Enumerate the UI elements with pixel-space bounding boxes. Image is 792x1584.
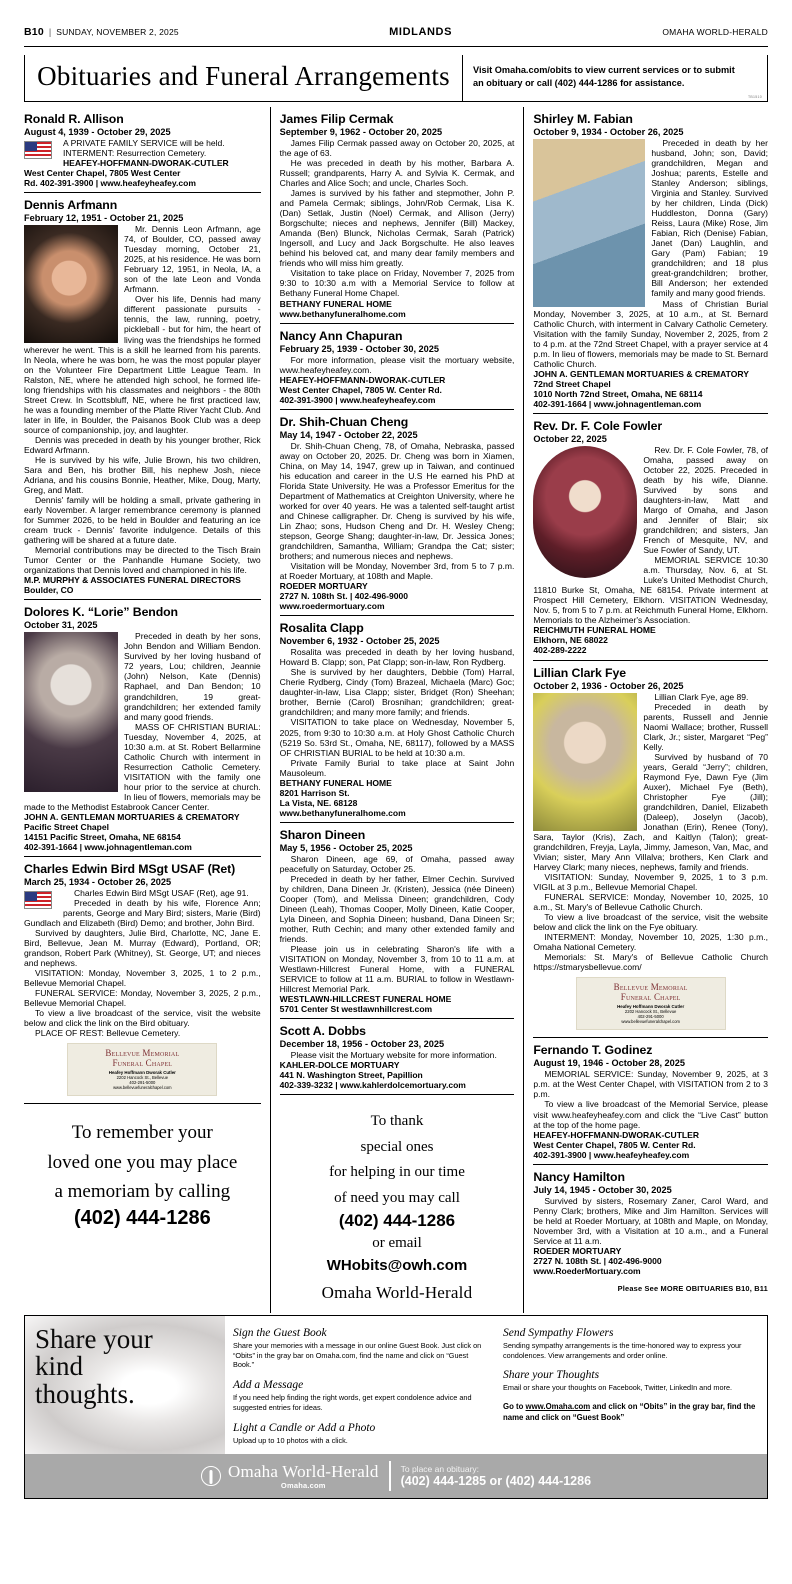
funeral-home-line: HEAFEY-HOFFMANN-DWORAK-CUTLER — [533, 1129, 700, 1140]
ad-item-body: Email or share your thoughts on Facebook, Twitter, LinkedIn and more. — [503, 1383, 733, 1393]
funeral-home-line: 402-391-3900 | www.heafeyheafey.com — [533, 1149, 690, 1160]
ad-item-title: Send Sympathy Flowers — [503, 1326, 614, 1339]
funeral-home-line: 8201 Harrison St. — [279, 787, 350, 798]
obituary-arfmann — [24, 192, 261, 599]
page-number: B10 — [24, 26, 44, 38]
obituary-dates: October 31, 2025 — [24, 620, 98, 631]
obituary-hamilton — [533, 1164, 768, 1280]
ad-column-right — [503, 1327, 757, 1446]
obituary-paragraph: Survived by sisters, Rosemary Zaner, Carol Ward, and Penny Clark; brothers, Mike and Jim Hamilton. Services will be held at Roeder Mortuary, at 108th and Maple, on Monday, November 3rd, with a Visitation at 10 a.m., and a Funeral Service at 11 a.m. — [533, 1195, 768, 1246]
logo-line-4: 2202 Hancock St., Bellevue — [116, 1075, 169, 1081]
obituary-name: James Filip Cermak — [279, 112, 394, 126]
memoriam-promo — [24, 1103, 261, 1239]
obituary-paragraph: A PRIVATE FAMILY SERVICE will be held. — [63, 138, 225, 148]
more-obituaries-note: Please See MORE OBITUARIES B10, B11 — [617, 1283, 768, 1293]
masthead-separator: | — [48, 27, 52, 37]
obituary-paragraph: VISITATION to take place on Wednesday, November 5, 2025, from 9:30 to 10:30 a.m. at Holy Ghost Catholic Church (5219 So. 53rd St., Omaha, NE, 68117), followed by a MASS OF CHRISTIAN BURIAL to be held at 10:30 a.m. — [279, 717, 515, 758]
place-obituary-label: To place an obituary: — [400, 1463, 480, 1474]
obituary-name: Rosalita Clapp — [279, 621, 364, 636]
obituary-paragraph: VISITATION: Sunday, November 9, 2025, 1 to 3 p.m. VIGIL at 3 p.m., Bellevue Memorial Chapel. — [533, 872, 768, 893]
obituary-paragraph: Survived by husband of 70 years, Gerald “Jerry”; children, Raymond Fye, Dawn Fye (Jim Auxer), Michael Fye (Beth), Christopher Fye (Jill); grandchildren, Daniel, Elizabeth (Daleep), Joselyn (Jacob), Jonathan (Erin), Renee (Tony), Sara, Taylor (Kris), Zach, and Kaitlyn (Talon); great-grandchildren, Freyja, Layla, Jimmy, Jameson, Van, Mac, and Vivian; sister, Mary Ann Villalva; brothers, Ken Clark and Harvey Clark; many nieces, nephews, family and friends. — [533, 751, 768, 873]
funeral-home-line: 402-391-3900 | www.heafeyheafey.com — [279, 394, 436, 405]
obituary-paragraph: Over his life, Dennis had many different passionate pursuits - tennis, the law, running, poetry, pickleball - but for him, the heart of living was the friendships he formed wherever he went. This is a skill he learned from his parents. In Neola, where he was born, he was the most popular player on the Volunteer Fire Department Little League Team. In Ralston, NE, where he attended high school, he formed life-long friendships with his classmates and neighbors - the 80th Street Crew. In Scottsbluff, NE, where he first practiced law, he was a founding member of the Platte River Yacht Club. And later in life, in Boulder, the Paisanos Book Club was a deep source of companionship, joy, and laughter. — [24, 294, 261, 435]
obituary-portrait — [533, 693, 637, 831]
logo-line-5: 402-291-5000 — [637, 1014, 664, 1020]
obituary-dates: May 14, 1947 - October 22, 2025 — [279, 429, 418, 440]
ad-item-body: Sending sympathy arrangements is the time-honored way to express your condolences. View arrangements and order online. — [503, 1340, 742, 1360]
funeral-home-line: www.bethanyfuneralhome.com — [279, 807, 406, 818]
funeral-home-line: 402-339-3232 | www.kahlerdolcemortuary.com — [279, 1080, 466, 1091]
ad-cta-pre: Go to — [503, 1402, 526, 1412]
obituary-paragraph: MASS OF CHRISTIAN BURIAL: Tuesday, November 4, 2025, at 10:30 a.m. at St. Robert Bellarmine Catholic Church with interment in Resurrection Catholic Cemetery. VISITATION with the family one hour prior to the service at church. In lieu of flowers, memorials may be made to the Methodist Estabrook Cancer Center. — [24, 721, 261, 812]
column-2 — [270, 107, 515, 1313]
ad-item-body: Upload up to 10 photos with a click. — [233, 1435, 348, 1445]
funeral-home-line: Rd. 402-391-3900 | www.heafeyheafey.com — [24, 178, 196, 189]
obituary-cermak — [280, 107, 515, 323]
funeral-home-line: JOHN A. GENTLEMAN MORTUARIES & CREMATORY — [533, 368, 749, 379]
obituary-dates: May 5, 1956 - October 25, 2025 — [279, 842, 413, 853]
funeral-home-line: Pacific Street Chapel — [24, 821, 110, 832]
funeral-home-line: 402-391-1664 | www.johnagentleman.com — [24, 841, 192, 852]
obituary-portrait — [24, 225, 118, 343]
logo-line-2: Funeral Chapel — [112, 1058, 173, 1069]
obituary-paragraph: Dr. Shih-Chuan Cheng, 78, of Omaha, Nebraska, passed away on October 20, 2025. Dr. Cheng was born in Xiamen, China, on May 14, 1947, grew up in Taiwan, and continued his education and career in the U.S He earned his PhD at Florida State University. He was a Professor Emeritus for the Department of Mathematics at Creighton University, where he worked for over 40 years. He was a talented self-taught artist and Chinese calligrapher. Dr. Cheng is survived by his wife, Lin Zhao; sons, Hudson Cheng and Dr. H. Wesley Cheng; stepson, George Shang; daughter-in-law, Dr. Jessica Jones; grandchildren, Samantha, William; Grandpa the Cat; sister; brothers; and numerous nieces and nephews. — [279, 440, 515, 562]
ad-headline-image — [25, 1316, 225, 1454]
ad-column-left — [233, 1327, 487, 1446]
obituary-dates: December 18, 1956 - October 23, 2025 — [279, 1039, 445, 1050]
notice-line-1: Visit Omaha.com/obits to view current services or to submit — [473, 65, 735, 75]
logo-line-1: Bellevue Memorial — [105, 1048, 180, 1059]
obituary-dates: October 2, 1936 - October 26, 2025 — [533, 680, 684, 691]
obituary-paragraph: She is survived by her daughters, Debbie (Tom) Harral, Cherie Rydberg, Cindy (Tom) Brazeal, Michaela (Marc) Goc; daughter-in-law, Lisa Clapp; sister, Bridget (Ron) Sheehan; brother, Bernie (Carol) Brosnihan; grandchildren; great-grandchildren; and many more family; and friends. — [279, 667, 515, 718]
obituary-name: Dennis Arfmann — [24, 198, 118, 213]
funeral-home-line: REICHMUTH FUNERAL HOME — [533, 625, 656, 636]
obituary-dobbs — [280, 1018, 515, 1094]
funeral-home-line: www.bethanyfuneralhome.com — [279, 308, 406, 319]
title-container — [25, 55, 462, 101]
masthead — [24, 0, 768, 44]
logo-line-3: Heafey Hoffmann Dworak Cutler — [108, 1070, 176, 1076]
obituary-dates: November 6, 1932 - October 25, 2025 — [279, 636, 440, 647]
obituary-paragraph: He was preceded in death by his mother, Barbara A. Russell; grandparents, Harry A. and Sylvia K. Cermak, and Charles and Alice Soch; and uncle, Charles Soch. — [279, 158, 515, 189]
obituary-paragraph: To view a live broadcast of the Memorial Service, please visit www.heafeyheafey.com and click the “Live Cast” button at the top of the home page. — [533, 1099, 768, 1130]
obituary-name: Ronald R. Allison — [24, 112, 124, 126]
ad-footer-bar — [25, 1454, 767, 1498]
funeral-home-line: ROEDER MORTUARY — [533, 1245, 622, 1256]
obituary-dates: February 25, 1939 - October 30, 2025 — [279, 343, 439, 354]
owh-footer-brand-sub: Omaha.com — [280, 1480, 326, 1490]
columns-container — [24, 107, 768, 1313]
obituary-paragraph: To view a live broadcast of the service, visit the website below and click the link on the Fye obituary. — [533, 912, 768, 933]
promo-line-1: To thank — [370, 1113, 424, 1130]
ad-headline-line-2: kind — [35, 1351, 84, 1382]
obituary-name: Sharon Dineen — [279, 827, 366, 842]
ad-item-title: Share your Thoughts — [503, 1369, 600, 1382]
funeral-home-line: 14151 Pacific Street, Omaha, NE 68154 — [24, 831, 181, 842]
obituary-clapp — [280, 615, 515, 822]
obituary-name: Dolores K. “Lorie” Bendon — [24, 605, 178, 620]
notice-line-2: an obituary or call (402) 444-1286 for assistance. — [473, 78, 685, 89]
obituary-name: Dr. Shih-Chuan Cheng — [279, 414, 409, 429]
obituary-name: Charles Edwin Bird MSgt USAF (Ret) — [24, 862, 236, 876]
paper-name: OMAHA WORLD-HERALD — [662, 27, 768, 37]
ad-item-title: Sign the Guest Book — [233, 1326, 327, 1339]
funeral-home-line: www.RoederMortuary.com — [533, 1265, 641, 1276]
funeral-home-line: ROEDER MORTUARY — [279, 581, 368, 592]
share-kind-thoughts-ad — [24, 1315, 768, 1499]
funeral-home-line: 402-289-2222 — [533, 645, 587, 656]
obituary-godinez — [533, 1037, 768, 1163]
print-code: TB1510 — [747, 95, 762, 99]
masthead-rule — [24, 46, 768, 47]
promo-line-1: To remember your — [71, 1122, 213, 1144]
obituary-paragraph: Private Family Burial to take place at Saint John Mausoleum. — [279, 757, 515, 778]
obituary-paragraph: Memorial contributions may be directed to the Tisch Brain Tumor Center or the Panhandle Humane Society, two organizations that Dennis loved and championed in his life. — [24, 545, 261, 576]
place-obituary-phones[interactable]: (402) 444-1285 or (402) 444-1286 — [400, 1473, 592, 1488]
obituary-cheng — [280, 409, 515, 616]
obituary-fye — [533, 660, 768, 1038]
logo-line-1: Bellevue Memorial — [613, 982, 688, 993]
obituary-paragraph: He is survived by his wife, Julie Brown, his two children, Sara and Ben, his brother Bill, his nephew Josh, niece Adriana, and his cousins Bonnie, Heather, Mike, Doug, Marty, Greg, and Matt. — [24, 454, 261, 495]
obituary-paragraph: Preceded in death by her sons, John Bendon and William Bendon. Survived by her loving husband of 72 years, Lou; children, Jeannie (John) Nelson, Kate (Dennis) Raphael, and Dan Bendon; 10 grandchildren, 19 great-grandchildren; her extended family and many good friends. — [124, 631, 261, 722]
owh-footer-brand: Omaha World-Herald — [227, 1461, 379, 1481]
ad-text-columns — [225, 1316, 767, 1454]
bellevue-memorial-logo — [576, 977, 726, 1030]
obituary-paragraph: Lillian Clark Fye, age 89. — [654, 691, 749, 702]
promo-line-2: special ones — [360, 1138, 434, 1155]
funeral-home-line: Elkhorn, NE 68022 — [533, 635, 608, 646]
ad-item-body: If you need help finding the right words, get expert condolence advice and suggested entries for ideas. — [233, 1393, 472, 1412]
ad-headline-line-3: thoughts. — [35, 1378, 135, 1409]
owh-seal-icon — [201, 1466, 221, 1486]
obituary-paragraph: Preceded in death by her father, Elmer Cechin. Survived by children, Dana Dineen Jr. (Kristen), Jessica (née Dineen) Cooper (Tom), and Melissa Dineen; grandchildren, Cody Dineen (Leah), Thomas Cooper, Molly Dineen, Katie Cooper, Lyla Dineen, and Sophia Dineen; husband, Dana Dineen Sr; mother, Ruth Cechin; and many other extended family and friends. — [279, 873, 515, 945]
obituary-portrait — [24, 632, 118, 792]
obituary-portrait — [533, 139, 645, 307]
obituary-dates: October 9, 1934 - October 26, 2025 — [533, 127, 684, 137]
ad-item-body: Share your memories with a message in our online Guest Book. Just click on “Obits” in the gray bar on Omaha.com, find the name and click on “Guest Book.” — [233, 1340, 482, 1370]
obituary-dates: July 14, 1945 - October 30, 2025 — [533, 1184, 672, 1195]
funeral-home-line: JOHN A. GENTLEMAN MORTUARIES & CREMATORY — [24, 811, 240, 822]
obituary-paragraph: MEMORIAL SERVICE: Sunday, November 9, 2025, at 3 p.m. at the West Center Chapel, with VISITATION from 2 to 3 p.m. — [533, 1069, 768, 1100]
obituary-name: Nancy Hamilton — [533, 1169, 625, 1184]
funeral-home-line: 441 N. Washington Street, Papillion — [279, 1070, 423, 1081]
obituary-paragraph: Dennis was preceded in death by his younger brother, Rick Edward Arfmann. — [24, 434, 261, 455]
obituary-name: Shirley M. Fabian — [533, 112, 633, 126]
obituary-dates: October 22, 2025 — [533, 433, 607, 444]
logo-line-6: www.bellevuefuneralchapel.com — [113, 1085, 172, 1091]
obituary-allison — [24, 107, 261, 192]
omaha-com-link[interactable]: www.Omaha.com — [525, 1402, 591, 1412]
obituary-dates: August 19, 1946 - October 28, 2025 — [533, 1058, 685, 1069]
column-3 — [523, 107, 768, 1313]
owh-wordmark: Omaha World-Herald — [321, 1282, 473, 1302]
ad-top — [25, 1316, 767, 1454]
promo-phone[interactable]: (402) 444-1286 — [338, 1211, 456, 1231]
logo-line-4: 2202 Hancock St., Bellevue — [624, 1009, 677, 1015]
obituary-paragraph: MEMORIAL SERVICE 10:30 a.m. Thursday, Nov. 6, at St. Luke's United Methodist Church, 11810 Burke St, Omaha, NE 68154. Private interment at Prospect Hill Cemetery, Elkhorn. VISITATION Wednesday, Nov. 5, from 5 to 7 p.m. at Reichmuth Funeral Home, Elkhorn. Memorials to the Alzheimer's Association. — [533, 555, 768, 626]
obituary-paragraph: Survived by daughters, Julie Bird, Charlotte, NC, Jane E. Bird, Bellevue, Jean M. Murray (Edward), Portland, OR; grandson, Robert Park (Whitney), St. George, UT; and nieces and nephews. — [24, 928, 261, 969]
promo-line-3: for helping in our time — [329, 1164, 465, 1181]
page-title: Obituaries and Funeral Arrangements — [37, 61, 450, 91]
obituary-dineen — [280, 822, 515, 1019]
logo-line-6: www.bellevuefuneralchapel.com — [621, 1019, 680, 1025]
section-name: MIDLANDS — [389, 26, 453, 38]
obituary-paragraph: James is survived by his father and stepmother, John P. and Pamela Cermak; siblings, John/Rob Cermak, Lisa K. (Dan) Setlak, Justin (Noel) Cermak, and Allison (Jerry) Borgschulte; nieces and nephews, Jennifer (Bill) Mackey, Amanda (Ben) Blunck, Nicholas Cermak, Sarah (Patrick) Ingersoll, and Lucy and Jack Borgschulte. He also leaves behind his beloved cat, and many dear family members and friends who will miss him greatly. — [279, 188, 515, 269]
submit-notice — [462, 55, 767, 101]
place-obituary-info — [401, 1464, 591, 1488]
funeral-home-line: M.P. MURPHY & ASSOCIATES FUNERAL DIRECTORS — [24, 575, 241, 586]
obituary-paragraph: Mr. Dennis Leon Arfmann, age 74, of Boulder, CO, passed away Tuesday morning, October 21, 2025, at his residence. He was born February 12, 1951, in Neola, IA, a son of the late Leon and Vonda Arfmann. — [124, 224, 261, 295]
funeral-home-line: HEAFEY-HOFFMANN-DWORAK-CUTLER — [63, 158, 229, 169]
obituary-paragraph: Visitation will be Monday, November 3rd, from 5 to 7 p.m. at Roeder Mortuary, at 108th and Maple. — [279, 561, 515, 582]
obituary-paragraph: Please visit the Mortuary website for more information. — [290, 1050, 497, 1061]
funeral-home-line: West Center Chapel, 7805 W. Center Rd. — [533, 1139, 696, 1150]
obituary-paragraph: Preceded in death by parents, Russell and Jennie Naomi Wallace; brother, Russell Clark, Jr.; sister, Margaret “Peg” Kelly. — [643, 701, 768, 752]
promo-line-5: or email — [372, 1235, 422, 1252]
logo-line-3: Heafey Hoffmann Dworak Cutler — [617, 1004, 685, 1010]
obituary-paragraph: FUNERAL SERVICE: Monday, November 3, 2025, 2 p.m., Bellevue Memorial Chapel. — [24, 988, 261, 1009]
funeral-home-line: 2727 N. 108th St. | 402-496-9000 — [533, 1255, 662, 1266]
us-flag-icon — [24, 889, 57, 909]
us-flag-icon — [24, 139, 57, 159]
obituary-paragraph: Sharon Dineen, age 69, of Omaha, passed away peacefully on Saturday, October 25. — [279, 853, 515, 874]
obituaries-title-bar — [24, 55, 768, 102]
funeral-home-line: 402-391-1664 | www.johnagentleman.com — [533, 398, 702, 409]
ad-footer-divider — [389, 1461, 391, 1491]
funeral-home-line: 72nd Street Chapel — [533, 378, 611, 389]
obituary-paragraph: Charles Edwin Bird MSgt USAF (Ret), age 91. — [74, 888, 249, 898]
obituary-paragraph: Rev. Dr. F. Cole Fowler, 78, of Omaha, passed away on October 22, 2025. Preceded in death by his wife, Dianne. Survived by sons and daughters-in-law, Matt and Margo of Omaha, and Jason and Jennifer of Blair; six grandchildren; and sisters, Jan French of Mesquite, NV, and Sue Fowler of Sandy, UT. — [643, 444, 768, 556]
funeral-home-line: BETHANY FUNERAL HOME — [279, 777, 392, 788]
obituary-paragraph: James Filip Cermak passed away on October 20, 2025, at the age of 63. — [279, 138, 515, 159]
funeral-home-line: West Center Chapel, 7805 W. Center Rd. — [279, 384, 442, 395]
obituary-paragraph: VISITATION: Monday, November 3, 2025, 1 to 2 p.m., Bellevue Memorial Chapel. — [24, 968, 261, 989]
obituary-paragraph: Please join us in celebrating Sharon's life with a VISITATION on Monday, November 3, from 10 to 11 a.m. at Westlawn-Hillcrest Funeral Home, with a FUNERAL SERVICE to follow at 11 a.m. BURIAL to follow in Westlawn-Hillcrest Memorial Park. — [279, 944, 515, 995]
bellevue-memorial-logo — [67, 1043, 217, 1096]
obituary-paragraph: Preceded in death by her husband, John; son, David; grandchildren, Megan and Joshua; parents, Estelle and Stanley Anderson; siblings, Virginia and Stanley. Survived by her children, Linda (Dick) Huddleston, Donna (Gary) Reiss, Laura (Mike) Rose, Jim Fabian, Rich (Denise) Fabian, Janet (Dan) Laughlin, and Gary (Pam) Fabian; 19 grandchildren; and 18 plus great-grandchildren; brother, Bill Anderson; her extended family and many good friends. — [651, 138, 768, 299]
obituary-paragraph: FUNERAL SERVICE: Monday, November 10, 2025, 10 a.m., St. Mary's of Bellevue Catholic Church. — [533, 892, 768, 913]
funeral-home-line: La Vista, NE. 68128 — [279, 797, 358, 808]
ad-cta — [503, 1402, 757, 1423]
funeral-home-line: 1010 North 72nd Street, Omaha, NE 68114 — [533, 388, 703, 399]
obituary-paragraph: To view a live broadcast of the service, visit the website below and click the link on the Bird obituary. — [24, 1008, 261, 1029]
owh-footer-wordmark — [228, 1462, 379, 1490]
obituary-bird — [24, 856, 261, 1103]
funeral-home-line: Boulder, CO — [24, 585, 74, 596]
logo-line-2: Funeral Chapel — [620, 992, 681, 1003]
funeral-home-line: www.roedermortuary.com — [279, 601, 385, 612]
obituary-dates: September 9, 1962 - October 20, 2025 — [279, 127, 443, 137]
funeral-home-line: 2727 N. 108th St. | 402-496-9000 — [279, 591, 408, 602]
ad-item-title: Light a Candle or Add a Photo — [233, 1421, 376, 1434]
obituary-name: Rev. Dr. F. Cole Fowler — [533, 418, 663, 433]
thank-you-promo — [280, 1094, 515, 1313]
obituary-paragraph: INTERMENT: Monday, November 10, 2025, 1:30 p.m., Omaha National Cemetery. — [533, 932, 768, 953]
obituary-chapuran — [280, 323, 515, 409]
obituary-paragraph: Memorials: St. Mary's of Bellevue Catholic Church https://stmarysbellevue.com/ — [533, 952, 768, 973]
column-1 — [24, 107, 261, 1313]
obituary-dates: August 4, 1939 - October 29, 2025 — [24, 127, 171, 137]
funeral-home-line: HEAFEY-HOFFMANN-DWORAK-CUTLER — [279, 374, 446, 385]
obituary-name: Nancy Ann Chapuran — [279, 328, 403, 343]
funeral-home-line: West Center Chapel, 7805 West Center — [24, 168, 181, 179]
obituary-paragraph: PLACE OF REST: Bellevue Cemetery. — [35, 1028, 181, 1039]
obituary-fowler — [533, 413, 768, 660]
promo-email[interactable]: WHobits@owh.com — [326, 1256, 468, 1274]
obituary-fabian — [533, 107, 768, 413]
obituary-paragraph: Rosalita was preceded in death by her loving husband, Howard B. Clapp; son, Pat Clapp; son-in-law, Ron Rydberg. — [279, 647, 515, 668]
funeral-home-line: BETHANY FUNERAL HOME — [279, 298, 392, 309]
masthead-date: SUNDAY, NOVEMBER 2, 2025 — [56, 27, 179, 37]
ad-item-title: Add a Message — [233, 1379, 304, 1392]
obituary-portrait — [533, 446, 637, 578]
promo-line-2: loved one you may place — [47, 1151, 238, 1173]
funeral-home-line: 5701 Center St westlawnhillcrest.com — [279, 1004, 433, 1015]
obituary-paragraph: For more information, please visit the mortuary website, www.heafeyheafey.com. — [279, 354, 515, 375]
obituary-paragraph: Visitation to take place on Friday, November 7, 2025 from 9:30 to 10:30 a.m with a Memorial Service to follow at Bethany Funeral Home Chapel. — [279, 268, 515, 299]
logo-line-5: 402-291-5000 — [129, 1080, 156, 1086]
obituary-paragraph: INTERMENT: Resurrection Cemetery. — [63, 148, 207, 159]
obituary-dates: March 25, 1934 - October 26, 2025 — [24, 877, 172, 887]
obituary-bendon — [24, 599, 261, 856]
obituary-paragraph: Dennis' family will be holding a small, private gathering in early November. A larger remembrance ceremony is planned for Summer 2026, to be held in Boulder and featuring an ice cream truck - Dennis' favorite indulgence. Details of this gathering will be shared at a future date. — [24, 495, 261, 546]
funeral-home-line: KAHLER-DOLCE MORTUARY — [279, 1060, 400, 1071]
obituary-name: Scott A. Dobbs — [279, 1024, 366, 1039]
ad-headline-line-1: Share your — [35, 1323, 153, 1354]
obituary-paragraph: Mass of Christian Burial Monday, November 3, 2025, at 10 a.m., at St. Bernard Catholic Church, with interment in Calvary Catholic Cemetery. Visitation with the family Sunday, November 2, 2025, from 2 to 4 p.m. at the 72nd Street Chapel, with a prayer service at 4 p.m. In lieu of flowers, memorials may be made to St. Bernard Catholic Church. — [533, 298, 768, 369]
obituary-name: Fernando T. Godinez — [533, 1043, 653, 1058]
obituary-dates: February 12, 1951 - October 21, 2025 — [24, 213, 184, 224]
obituary-name: Lillian Clark Fye — [533, 665, 626, 680]
funeral-home-line: WESTLAWN-HILLCREST FUNERAL HOME — [279, 994, 452, 1005]
promo-line-4: of need you may call — [334, 1189, 460, 1206]
promo-line-3: a memoriam by calling — [54, 1181, 231, 1203]
promo-phone[interactable]: (402) 444-1286 — [73, 1206, 211, 1229]
obituary-paragraph: Preceded in death by his wife, Florence Ann; parents, George and Mary Bird; sisters, Marie (Bird) Gundlach and Elizabeth (Bird) Demo; and brother, John Bird. — [24, 898, 261, 929]
ad-cta-post: and click on “Obits” in the gray bar, find the name and click on “Guest Book” — [503, 1402, 756, 1422]
